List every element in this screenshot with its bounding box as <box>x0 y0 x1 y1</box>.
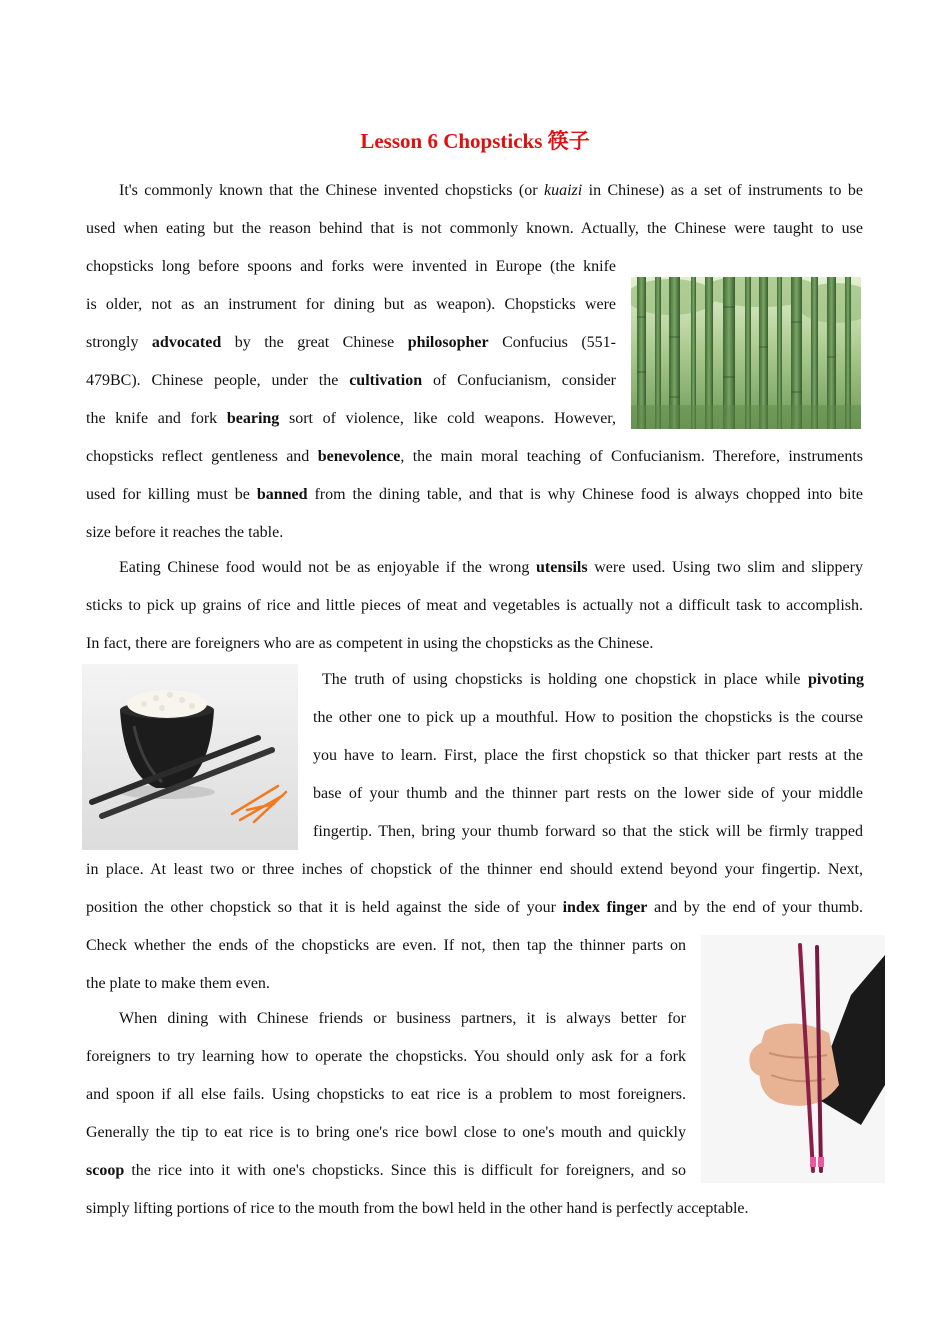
p1-line-7: the knife and fork bearing sort of violence, like cold weapons. However, <box>86 410 616 427</box>
p4-line-4: Generally the tip to eat rice is to bring one's rice bowl close to one's mouth and quickly <box>86 1124 686 1141</box>
p3-line-1: The truth of using chopsticks is holding one chopstick in place while pivoting <box>322 671 864 688</box>
p3-line-5: fingertip. Then, bring your thumb forward so that the stick will be firmly trapped <box>313 823 863 840</box>
rice-bowl-chopsticks-image <box>82 664 298 850</box>
bamboo-forest-image <box>631 277 861 429</box>
p1-line-9: used for killing must be banned from the dining table, and that is why Chinese food is always chopped into bite <box>86 486 864 503</box>
p3-line-3: you have to learn. First, place the first chopstick so that thicker part rests at the <box>313 747 863 764</box>
p1-line-1: It's commonly known that the Chinese invented chopsticks (or kuaizi in Chinese) as a set of instruments to be <box>119 182 863 199</box>
hand-holding-chopsticks-image <box>701 935 885 1183</box>
p3-line-2: the other one to pick up a mouthful. How to position the chopsticks is the course <box>313 709 863 726</box>
p1-line-3: chopsticks long before spoons and forks were invented in Europe (the knife <box>86 258 616 275</box>
p1-line-6: 479BC). Chinese people, under the cultivation of Confucianism, consider <box>86 372 617 389</box>
p1-line-2: used when eating but the reason behind that is not commonly known. Actually, the Chinese were taught to use <box>86 220 863 237</box>
p4-line-2: foreigners to try learning how to operate the chopsticks. You should only ask for a fork <box>86 1048 686 1065</box>
p1-line-4: is older, not as an instrument for dining but as weapon). Chopsticks were <box>86 296 616 313</box>
p4-line-6: simply lifting portions of rice to the mouth from the bowl held in the other hand is perfectly acceptable. <box>86 1200 749 1217</box>
p4-line-3: and spoon if all else fails. Using chopsticks to eat rice is a problem to most foreigners. <box>86 1086 686 1103</box>
p4-line-1: When dining with Chinese friends or business partners, it is always better for <box>119 1010 686 1027</box>
p1-line-8: chopsticks reflect gentleness and benevolence, the main moral teaching of Confucianism. Therefore, instruments <box>86 448 863 465</box>
p2-line-3: In fact, there are foreigners who are as competent in using the chopsticks as the Chinese. <box>86 635 654 652</box>
p3-line-4: base of your thumb and the thinner part rests on the lower side of your middle <box>313 785 863 802</box>
p1-line-5: strongly advocated by the great Chinese philosopher Confucius (551- <box>86 334 616 351</box>
p4-line-5: scoop the rice into it with one's chopsticks. Since this is difficult for foreigners, and so <box>86 1162 686 1179</box>
p3-line-6: in place. At least two or three inches of chopstick of the thinner end should extend beyond your fingertip. Next, <box>86 861 863 878</box>
p2-line-1: Eating Chinese food would not be as enjoyable if the wrong utensils were used. Using two slim and slippery <box>119 559 863 576</box>
p3-line-9: the plate to make them even. <box>86 975 270 992</box>
p3-line-7: position the other chopstick so that it is held against the side of your index finger and by the end of your thumb. <box>86 899 864 916</box>
p2-line-2: sticks to pick up grains of rice and little pieces of meat and vegetables is actually not a difficult task to accomplish. <box>86 597 863 614</box>
p1-line-10: size before it reaches the table. <box>86 524 284 541</box>
lesson-title: Lesson 6 Chopsticks 筷子 <box>360 129 590 153</box>
p3-line-8: Check whether the ends of the chopsticks are even. If not, then tap the thinner parts on <box>86 937 686 954</box>
